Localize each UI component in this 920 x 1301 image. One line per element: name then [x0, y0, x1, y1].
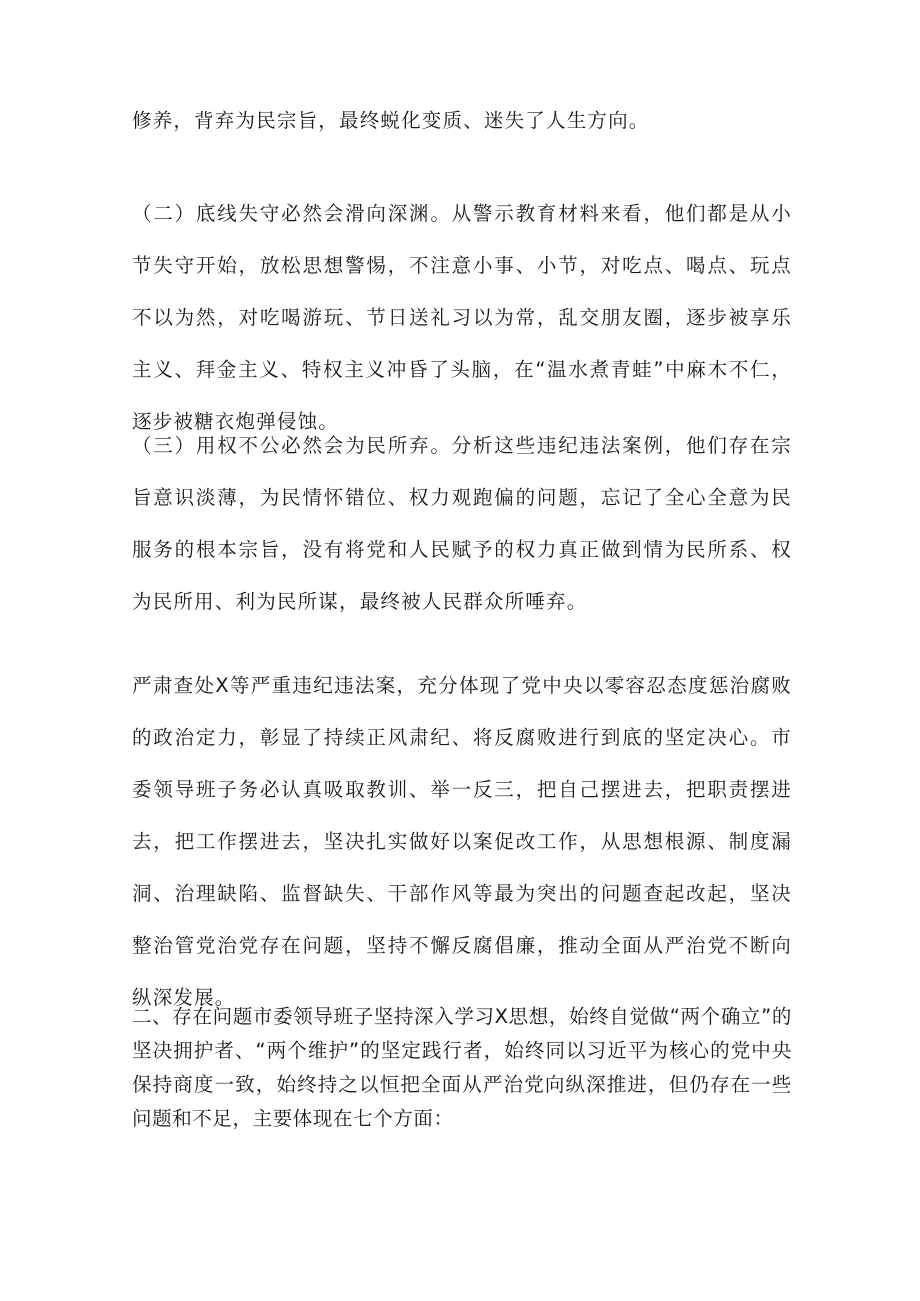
paragraph-cultivation: 修养，背弃为民宗旨，最终蜕化变质、迷失了人生方向。: [132, 109, 650, 132]
paragraph-investigation: 严肃查处X等严重违纪违法案，充分体现了党中央以零容忍态度惩治腐败的政治定力，彰显了持续正风肃纪、将反腐败进行到底的坚定决心。市委领导班子务必认真吸取教训、举一反三，把自己摆进去，把职责摆进去，把工作摆进去，坚决扎实做好以案促改工作，从思想根源、制度漏洞、治理缺陷、监督缺失、干部作风等最为突出的问题查起改起，坚决整治管党治党存在问题，坚持不懈反腐倡廉，推动全面从严治党不断向纵深发展。: [132, 674, 792, 1009]
paragraph-bottom-line: （二）底线失守必然会滑向深渊。从警示教育材料来看，他们都是从小节失守开始，放松思想警惕，不注意小事、小节，对吃点、喝点、玩点不以为然，对吃喝游玩、节日送礼习以为常，乱交朋友圈，逐步被享乐主义、拜金主义、特权主义冲昏了头脑，在“温水煮青蛙”中麻木不仁，逐步被糖衣炮弹侵蚀。: [132, 202, 792, 433]
paragraph-existing-problems: 二、存在问题市委领导班子坚持深入学习X思想，始终自觉做“两个确立”的坚决拥护者、“两个维护”的坚定践行者，始终同以习近平为核心的党中央保持商度一致，始终持之以恒把全面从严治党向纵深推进，但仍存在一些问题和不足，主要体现在七个方面：: [132, 1005, 792, 1130]
paragraph-power-use: （三）用权不公必然会为民所弃。分析这些违纪违法案例，他们存在宗旨意识淡薄，为民情怀错位、权力观跑偏的问题，忘记了全心全意为民服务的根本宗旨，没有将党和人民赋予的权力真正做到情为民所系、权为民所用、利为民所谋，最终被人民群众所唾弃。: [132, 434, 792, 613]
